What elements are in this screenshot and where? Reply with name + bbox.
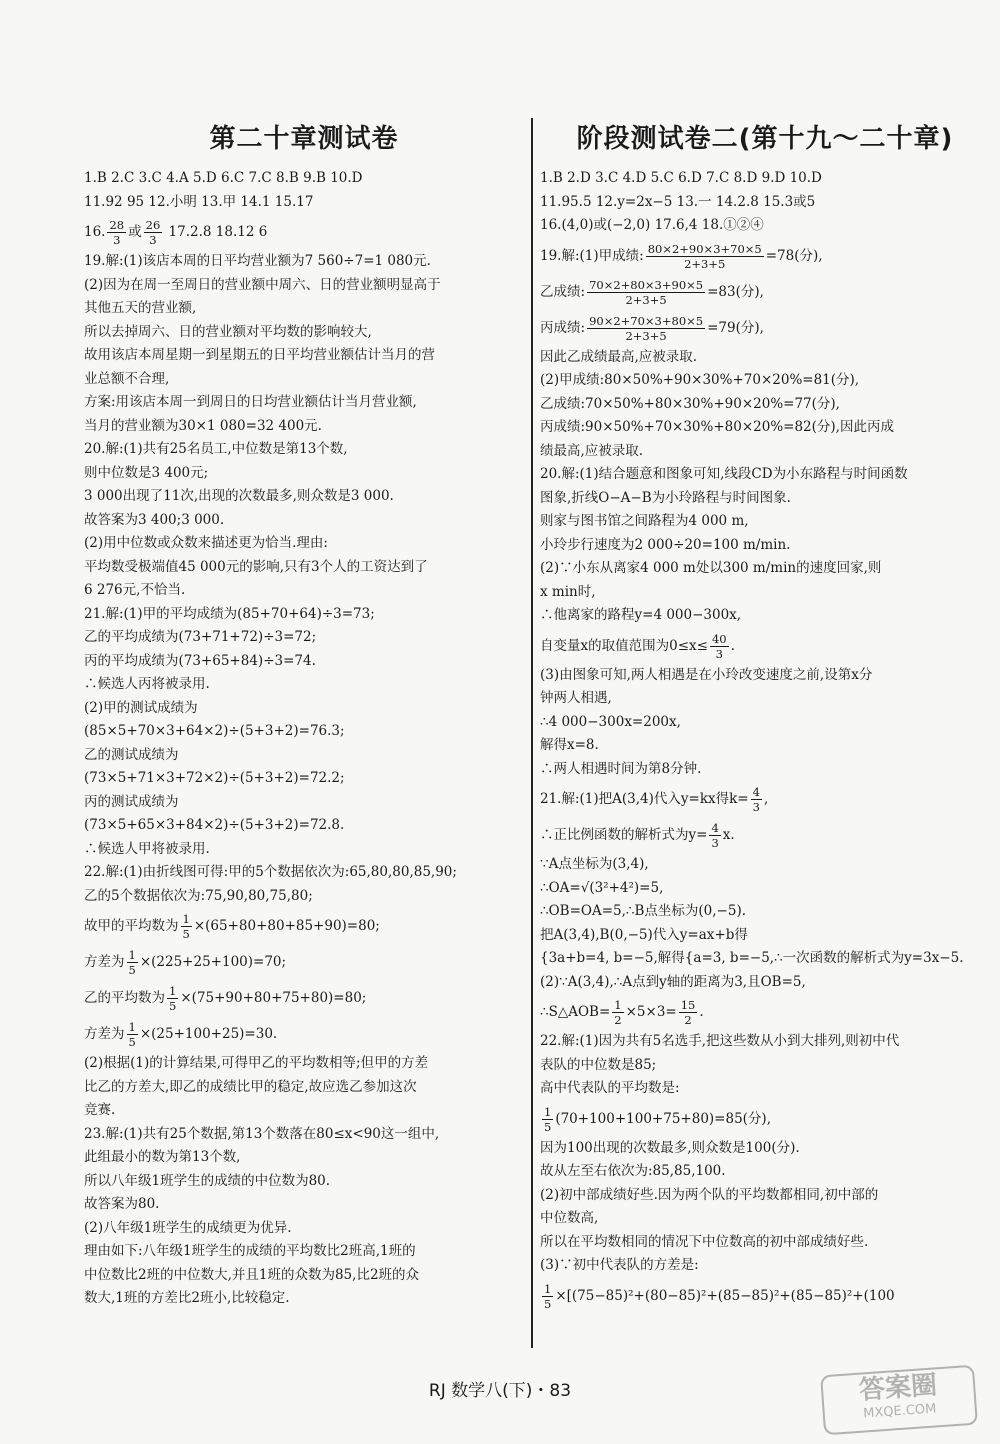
answer-line: 数大,1班的方差比2班小,比较稳定. (84, 1290, 290, 1306)
answer-line: ∴4 000−300x=200x, (540, 713, 681, 730)
answer-line: 20.解:(1)共有25名员工,中位数是第13个数, (84, 441, 348, 457)
answer-line: ∴他离家的路程y=4 000−300x, (540, 607, 742, 623)
answer-line: 理由如下:八年级1班学生的成绩的平均数比2班高,1班的 (84, 1243, 416, 1259)
answer-line: 乙成绩: $\frac{70\times 2+80\times 3+90\times 5}{2+3+5}$ =83(分), (540, 277, 764, 307)
chapter-20-title: 第二十章测试卷 (209, 124, 399, 154)
answer-line: 乙的平均数为 $\frac{1}{5}$ ×(75+90+80+75+80)=80; (84, 984, 367, 1013)
answer-line: (2)因为在周一至周日的营业额中周六、日的营业额明显高于 (84, 276, 441, 293)
answer-line: ∵A点坐标为(3,4), (540, 856, 649, 872)
answer-line: 则家与图书馆之间路程为4 000 m, (540, 513, 749, 529)
watermark-logo (820, 1365, 978, 1436)
watermark-text: 答案圈 (858, 1370, 939, 1406)
answer-line: 21.解:(1)把A(3,4)代入y=kx得k= $\frac{4}{3}$ , (540, 785, 769, 814)
answer-line: (2)用中位数或众数来描述更为恰当.理由: (84, 535, 328, 551)
answer-line: (73×5+65×3+84×2)÷(5+3+2)=72.8. (84, 817, 345, 833)
answer-line: 6 276元,不恰当. (84, 582, 186, 598)
answer-line: 所以八年级1班学生的成绩的中位数为80. (84, 1172, 331, 1189)
answer-line: 所以在平均数相同的情况下中位数高的初中部成绩好些. (540, 1233, 869, 1250)
answer-line: 中位数高, (540, 1210, 599, 1226)
answer-line: (2)∵小东从离家4 000 m处以300 m/min的速度回家,则 (540, 560, 882, 576)
answer-line: (2)∵A(3,4),∴A点到y轴的距离为3,且OB=5, (540, 973, 806, 990)
answer-line: 16. $\frac{28}{3}$ 或 $\frac{26}{3}$ 17.2.8 18.12 6 (84, 218, 268, 247)
answer-line: 中位数比2班的中位数大,并且1班的众数为85,比2班的众 (84, 1266, 420, 1283)
answer-line: 因此乙成绩最高,应被录取. (540, 348, 698, 365)
answer-line: 11.92 95 12.小明 13.甲 14.1 15.17 (84, 193, 314, 210)
answer-line: x min时, (540, 583, 596, 600)
answer-line: 故答案为80. (84, 1196, 160, 1212)
answer-line: 1.B 2.C 3.C 4.A 5.D 6.C 7.C 8.B 9.B 10.D (84, 170, 363, 186)
answer-line: 小玲步行速度为2 000÷20=100 m/min. (540, 536, 791, 553)
answer-line: ∴正比例函数的解析式为y= $\frac{4}{3}$ x. (540, 821, 735, 850)
answer-line: (2)甲成绩:80×50%+90×30%+70×20%=81(分), (540, 372, 860, 388)
answer-line: 把A(3,4),B(0,−5)代入y=ax+b得 (540, 926, 748, 943)
answer-line: ∴候选人甲将被录用. (84, 840, 210, 857)
answer-line: 钟两人相遇, (540, 690, 612, 706)
answer-line: 乙成绩:70×50%+80×30%+90×20%=77(分), (540, 395, 840, 412)
column-divider (531, 118, 533, 1348)
answer-line: 高中代表队的平均数是: (540, 1080, 680, 1096)
answer-line: 当月的营业额为30×1 080=32 400元. (84, 417, 322, 434)
answer-line: 丙的测试成绩为 (84, 793, 179, 810)
answer-line: 表队的中位数是85; (540, 1056, 657, 1073)
answer-line: 11.95.5 12.y=2x−5 13.一 14.2.8 15.3或5 (540, 193, 816, 210)
answer-line: (2)初中部成绩好些.因为两个队的平均数都相同,初中部的 (540, 1186, 879, 1203)
answer-line: (2)八年级1班学生的成绩更为优异. (84, 1219, 292, 1236)
answer-line: ∴S△AOB= $\frac{1}{2}$ ×5×3= $\frac{15}{2}$ . (540, 998, 704, 1027)
answer-line: 故甲的平均数为 $\frac{1}{5}$ ×(65+80+80+85+90)=80; (84, 912, 380, 941)
answer-line: (73×5+71×3+72×2)÷(5+3+2)=72.2; (84, 770, 345, 786)
answer-line: 方差为 $\frac{1}{5}$ ×(25+100+25)=30. (84, 1020, 278, 1049)
answer-line: 丙成绩:90×50%+70×30%+80×20%=82(分),因此丙成 (540, 419, 894, 435)
answer-line: 丙的平均成绩为(73+65+84)÷3=74. (84, 652, 316, 669)
answer-line: 21.解:(1)甲的平均成绩为(85+70+64)÷3=73; (84, 605, 375, 622)
answer-line: 故从左至右依次为:85,85,100. (540, 1163, 726, 1179)
answer-line: 比乙的方差大,即乙的成绩比甲的稳定,故应选乙参加这次 (84, 1078, 417, 1095)
answer-line: ∴候选人丙将被录用. (84, 676, 210, 692)
answer-line: 平均数受极端值45 000元的影响,只有3个人的工资达到了 (84, 558, 428, 575)
answer-line: (3)由图象可知,两人相遇是在小玲改变速度之前,设第x分 (540, 666, 873, 683)
answer-line: (2)根据(1)的计算结果,可得甲乙的平均数相等;但甲的方差 (84, 1055, 429, 1071)
answer-line: 1.B 2.D 3.C 4.D 5.C 6.D 7.C 8.D 9.D 10.D (540, 170, 822, 186)
answer-line: 22.解:(1)由折线图可得:甲的5个数据依次为:65,80,80,85,90; (84, 864, 457, 880)
answer-line: 19.解:(1)甲成绩: $\frac{80\times 2+90\times 3+70\times 5}{2+3+5}$ =78(分), (540, 241, 823, 271)
answer-line: 16.(4,0)或(−2,0) 17.6,4 18.①②④ (540, 217, 764, 233)
answer-line: 因为100出现的次数最多,则众数是100(分). (540, 1139, 800, 1156)
answer-line: 绩最高,应被录取. (540, 442, 644, 459)
answer-line: 23.解:(1)共有25个数据,第13个数落在80≤x<90这一组中, (84, 1125, 440, 1142)
answer-line: 乙的测试成绩为 (84, 746, 179, 763)
answer-line: (85×5+70×3+64×2)÷(5+3+2)=76.3; (84, 723, 345, 739)
answer-line: (3)∵初中代表队的方差是: (540, 1257, 699, 1273)
answer-line: $\frac{1}{5}$ (70+100+100+75+80)=85(分), (544, 1104, 771, 1134)
answer-line: 乙的5个数据依次为:75,90,80,75,80; (84, 887, 313, 904)
answer-line: 故答案为3 400;3 000. (84, 511, 225, 528)
answer-line: 22.解:(1)因为共有5名选手,把这些数从小到大排列,则初中代 (540, 1033, 900, 1049)
page-footer: RJ 数学八(下)・83 (428, 1381, 572, 1401)
answer-line: 方案:用该店本周一到周日的日均营业额估计当月营业额, (84, 394, 417, 410)
answer-line: 竞赛. (84, 1102, 116, 1118)
right-column (540, 118, 990, 1314)
answer-line: 3 000出现了11次,出现的次数最多,则众数是3 000. (84, 488, 394, 504)
answer-line: 图象,折线O−A−B为小玲路程与时间图象. (540, 489, 791, 506)
answer-line: $\frac{1}{5}$ ×[(75−85)²+(80−85)²+(85−85)²+(85−85)²+(100 (544, 1281, 895, 1311)
answer-line: ∴OA=√(3²+4²)=5, (540, 879, 664, 896)
left-column (84, 118, 524, 1311)
watermark-url: MXQE.COM (862, 1401, 937, 1422)
answer-line: 故用该店本周星期一到星期五的日平均营业额估计当月的营 (84, 347, 435, 363)
answer-line: (2)甲的测试成绩为 (84, 699, 198, 716)
answer-line: 其他五天的营业额, (84, 300, 197, 316)
answer-line: 此组最小的数为第13个数, (84, 1149, 241, 1165)
answer-line: 方差为 $\frac{1}{5}$ ×(225+25+100)=70; (84, 948, 287, 977)
answer-line: 业总额不合理, (84, 370, 170, 387)
answer-line: 解得x=8. (540, 737, 599, 753)
answer-line: 20.解:(1)结合题意和图象可知,线段CD为小东路程与时间函数 (540, 466, 908, 482)
answer-line: ∴OB=OA=5,∴B点坐标为(0,−5). (540, 903, 747, 919)
answer-line: {3a+b=4, b=−5,解得{a=3, b=−5,∴一次函数的解析式为y=3x−5. (540, 950, 964, 966)
answer-line: 19.解:(1)该店本周的日平均营业额为7 560÷7=1 080元. (84, 253, 431, 269)
answer-line: 则中位数是3 400元; (84, 464, 209, 481)
answer-line: 丙成绩: $\frac{90\times 2+70\times 3+80\times 5}{2+3+5}$ =79(分), (540, 313, 764, 343)
answer-line: 所以去掉周六、日的营业额对平均数的影响较大, (84, 323, 372, 340)
stage-test-2-title: 阶段测试卷二(第十九～二十章) (576, 124, 954, 154)
answer-line: ∴两人相遇时间为第8分钟. (540, 760, 702, 777)
answer-line: 自变量x的取值范围为0≤x≤ $\frac{40}{3}$ . (540, 631, 735, 661)
answer-line: 乙的平均成绩为(73+71+72)÷3=72; (84, 629, 317, 645)
